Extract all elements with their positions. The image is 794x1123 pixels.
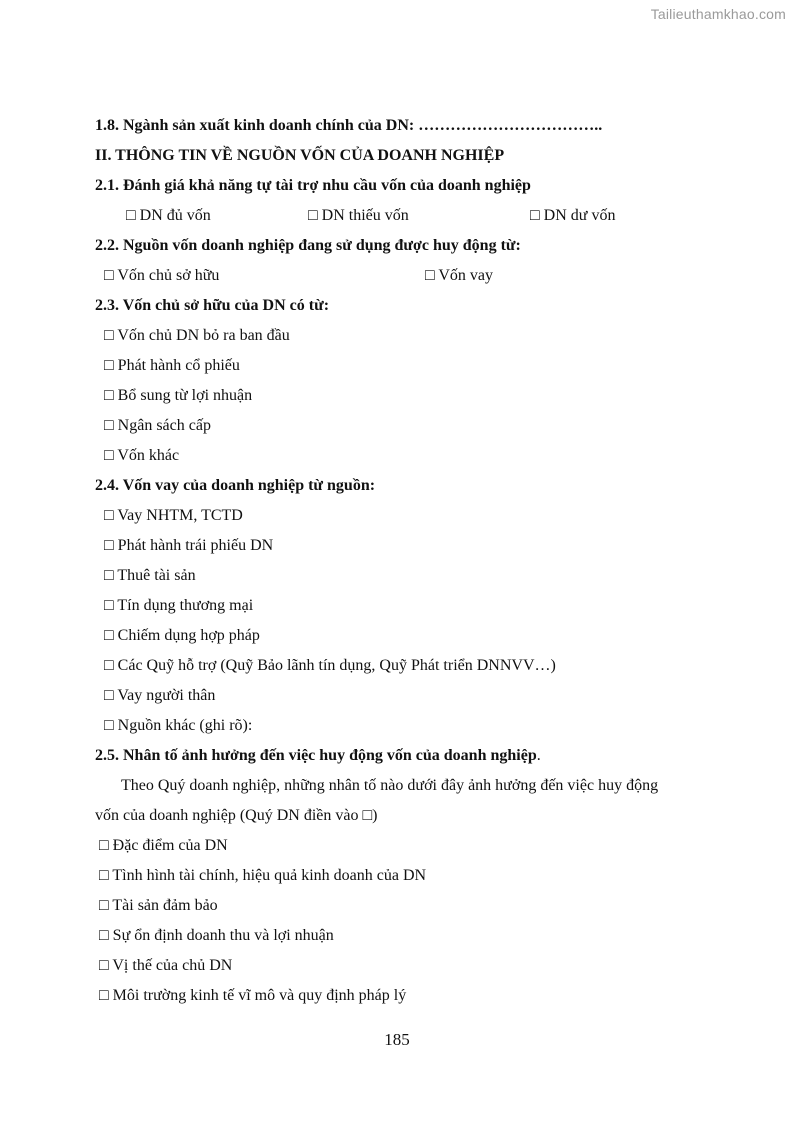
q2-4-option-2[interactable]: □ Phát hành trái phiếu DN (104, 537, 274, 554)
q2-5-option-4[interactable]: □ Sự ổn định doanh thu và lợi nhuận (99, 927, 334, 944)
q2-3-option-1[interactable]: □ Vốn chủ DN bỏ ra ban đầu (104, 327, 290, 344)
q2-4-option-4[interactable]: □ Tín dụng thương mại (104, 597, 254, 614)
q2-2-title: 2.2. Nguồn vốn doanh nghiệp đang sử dụng được huy động từ: (95, 237, 521, 254)
q2-3-option-3[interactable]: □ Bổ sung từ lợi nhuận (104, 387, 253, 404)
q2-1-option-du-von[interactable]: □ DN đủ vốn (126, 207, 211, 224)
page-number: 185 (384, 1030, 410, 1049)
q2-5-option-1[interactable]: □ Đặc điểm của DN (99, 837, 228, 854)
q2-2-option-von-chu-so-huu[interactable]: □ Vốn chủ sở hữu (104, 267, 220, 284)
q2-1-title: 2.1. Đánh giá khả năng tự tài trợ nhu cầu vốn của doanh nghiệp (95, 177, 531, 194)
q2-4-option-6[interactable]: □ Các Quỹ hỗ trợ (Quỹ Bảo lãnh tín dụng, Quỹ Phát triển DNNVV…) (104, 657, 556, 674)
q2-4-option-5[interactable]: □ Chiếm dụng hợp pháp (104, 627, 260, 644)
section-II-heading: II. THÔNG TIN VỀ NGUỒN VỐN CỦA DOANH NGHIỆP (95, 147, 505, 164)
q2-3-title: 2.3. Vốn chủ sở hữu của DN có từ: (95, 297, 330, 314)
q2-3-option-2[interactable]: □ Phát hành cổ phiếu (104, 357, 240, 374)
q2-5-option-6[interactable]: □ Môi trường kinh tế vĩ mô và quy định pháp lý (99, 987, 407, 1004)
q2-2-option-von-vay[interactable]: □ Vốn vay (425, 267, 494, 284)
q2-4-option-8[interactable]: □ Nguồn khác (ghi rõ): (104, 717, 253, 734)
q2-3-option-4[interactable]: □ Ngân sách cấp (104, 417, 211, 434)
q2-5-option-5[interactable]: □ Vị thế của chủ DN (99, 957, 233, 974)
watermark: Tailieuthamkhao.com (650, 6, 786, 22)
q2-4-option-1[interactable]: □ Vay NHTM, TCTD (104, 507, 243, 524)
q2-3-option-5[interactable]: □ Vốn khác (104, 447, 180, 464)
q2-1-option-du-thua-von[interactable]: □ DN dư vốn (530, 207, 616, 224)
q2-4-option-3[interactable]: □ Thuê tài sản (104, 567, 196, 584)
q2-5-title-suffix: . (536, 747, 541, 764)
q2-4-title: 2.4. Vốn vay của doanh nghiệp từ nguồn: (95, 477, 376, 494)
q2-5-title-line (95, 746, 541, 766)
q2-5-option-3[interactable]: □ Tài sản đảm bảo (99, 897, 218, 914)
q2-5-title: 2.5. Nhân tố ảnh hưởng đến việc huy động vốn của doanh nghiệp (95, 747, 537, 764)
q2-1-option-thieu-von[interactable]: □ DN thiếu vốn (308, 207, 409, 224)
q2-5-intro-line-1: Theo Quý doanh nghiệp, những nhân tố nào dưới đây ảnh hưởng đến việc huy động (121, 777, 659, 794)
section-1-8-heading: 1.8. Ngành sản xuất kinh doanh chính của DN: …………………………….. (95, 117, 603, 134)
q2-5-option-2[interactable]: □ Tình hình tài chính, hiệu quả kinh doanh của DN (99, 867, 427, 884)
q2-5-intro-line-2: vốn của doanh nghiệp (Quý DN điền vào □) (95, 807, 378, 824)
q2-4-option-7[interactable]: □ Vay người thân (104, 687, 216, 704)
